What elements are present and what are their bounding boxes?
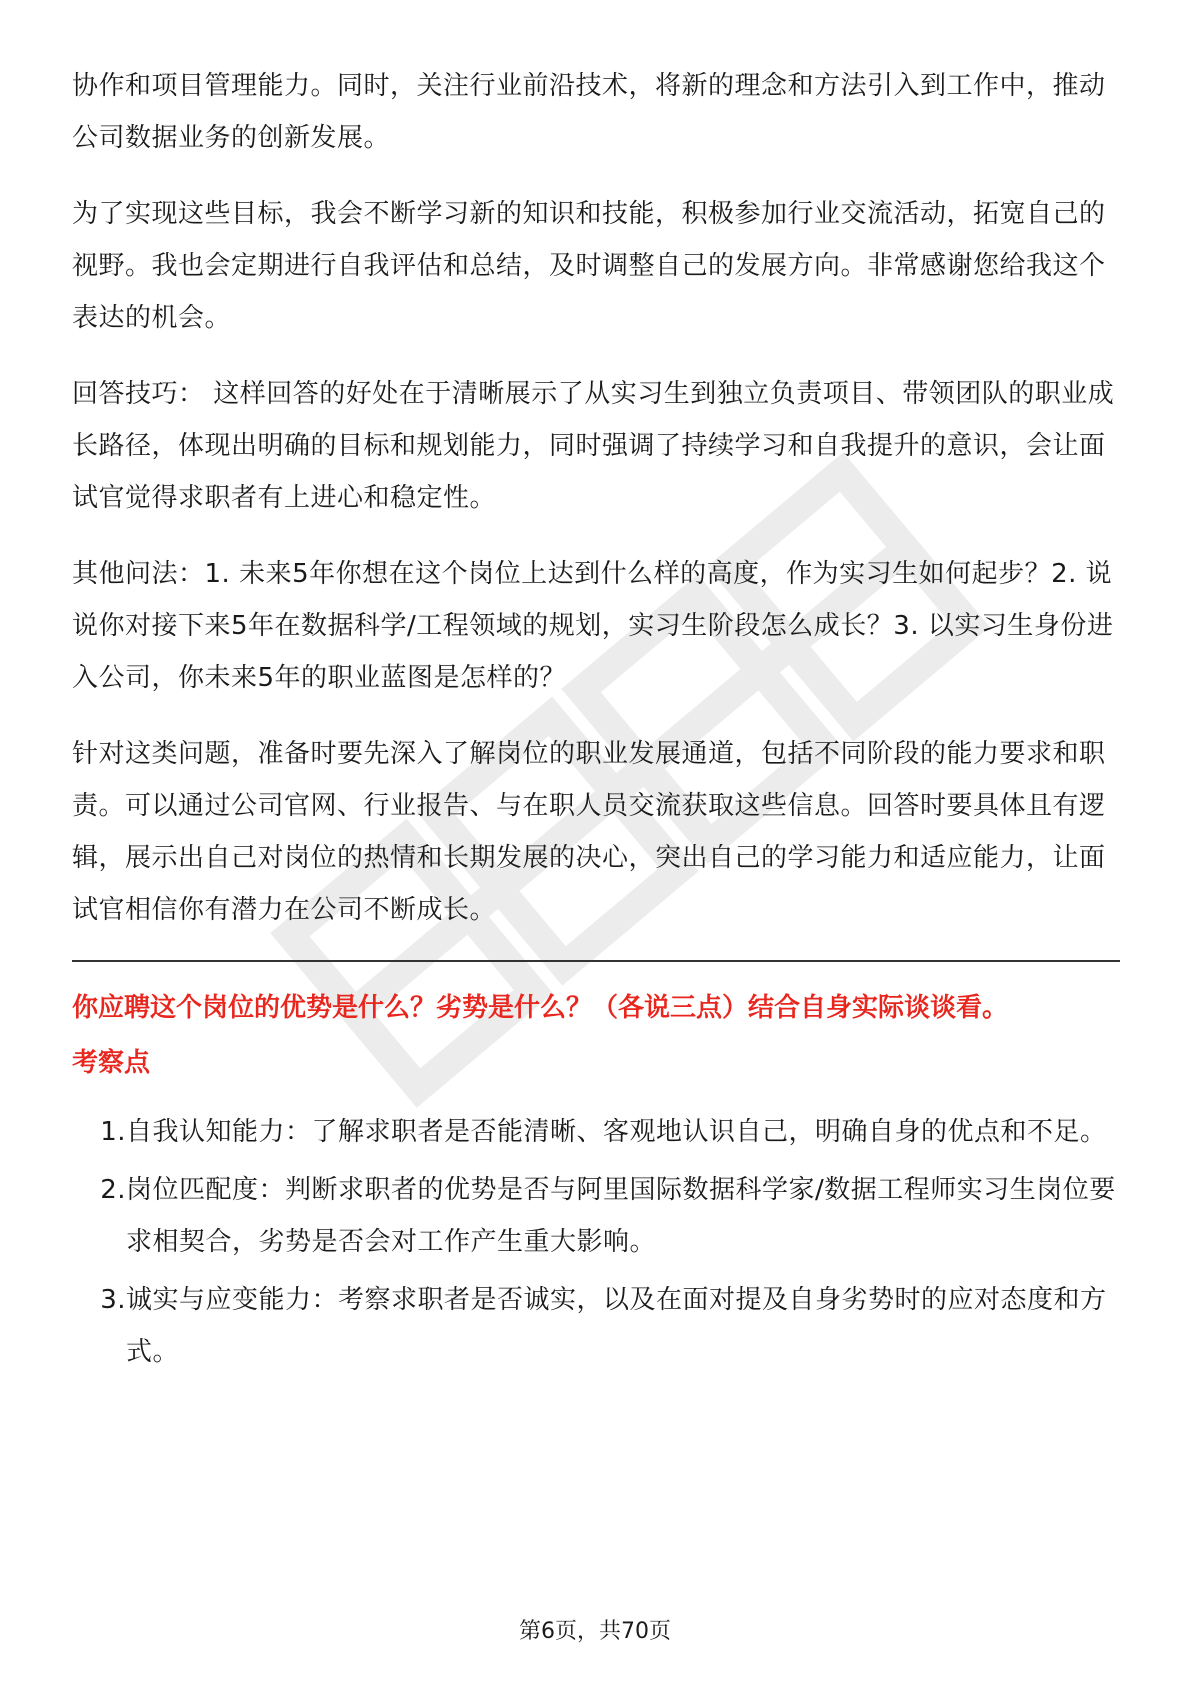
list-item-number: 3. [100, 1285, 126, 1315]
section-divider [72, 960, 1120, 962]
preparation-paragraph: 针对这类问题，准备时要先深入了解岗位的职业发展通道，包括不同阶段的能力要求和职责。可以通过公司官网、行业报告、与在职人员交流获取这些信息。回答时要具体且有逻辑，展示出自己对岗位的热情和长期发展的决心，突出自己的学习能力和适应能力，让面试官相信你有潜力在公司不断成长。 [72, 739, 1106, 925]
paragraph-2: 为了实现这些目标，我会不断学习新的知识和技能，积极参加行业交流活动，拓宽自己的视野。我也会定期进行自我评估和总结，及时调整自己的发展方向。非常感谢您给我这个表达的机会。 [72, 199, 1106, 333]
list-item [72, 1164, 1120, 1268]
question-heading: 你应聘这个岗位的优势是什么？劣势是什么？（各说三点）结合自身实际谈谈看。 [72, 993, 1009, 1023]
page-content [72, 60, 1120, 1384]
list-item-text: 岗位匹配度：判断求职者的优势是否与阿里国际数据科学家/数据工程师实习生岗位要求相契合，劣势是否会对工作产生重大影响。 [126, 1175, 1116, 1257]
assessment-points-list [72, 1106, 1120, 1378]
paragraph-1: 协作和项目管理能力。同时，关注行业前沿技术，将新的理念和方法引入到工作中，推动公司数据业务的创新发展。 [72, 71, 1106, 153]
list-item-text: 自我认知能力：了解求职者是否能清晰、客观地认识自己，明确自身的优点和不足。 [126, 1117, 1107, 1147]
other-questions-paragraph: 其他问法：1. 未来5年你想在这个岗位上达到什么样的高度，作为实习生如何起步？2. 说说你对接下来5年在数据科学/工程领域的规划，实习生阶段怎么成长？3. 以实习生身份进入公司，你未来5年的职业蓝图是怎样的？ [72, 559, 1114, 693]
list-item [72, 1106, 1120, 1158]
list-item-number: 2. [100, 1175, 126, 1205]
page-footer: 第6页，共70页 [519, 1619, 671, 1644]
assessment-points-title: 考察点 [72, 1048, 151, 1078]
list-item-text: 诚实与应变能力：考察求职者是否诚实，以及在面对提及自身劣势时的应对态度和方式。 [126, 1285, 1107, 1367]
answer-tips-paragraph: 回答技巧： 这样回答的好处在于清晰展示了从实习生到独立负责项目、带领团队的职业成长路径，体现出明确的目标和规划能力，同时强调了持续学习和自我提升的意识，会让面试官觉得求职者有上进心和稳定性。 [72, 379, 1115, 513]
list-item-number: 1. [100, 1117, 126, 1147]
list-item [72, 1274, 1120, 1378]
